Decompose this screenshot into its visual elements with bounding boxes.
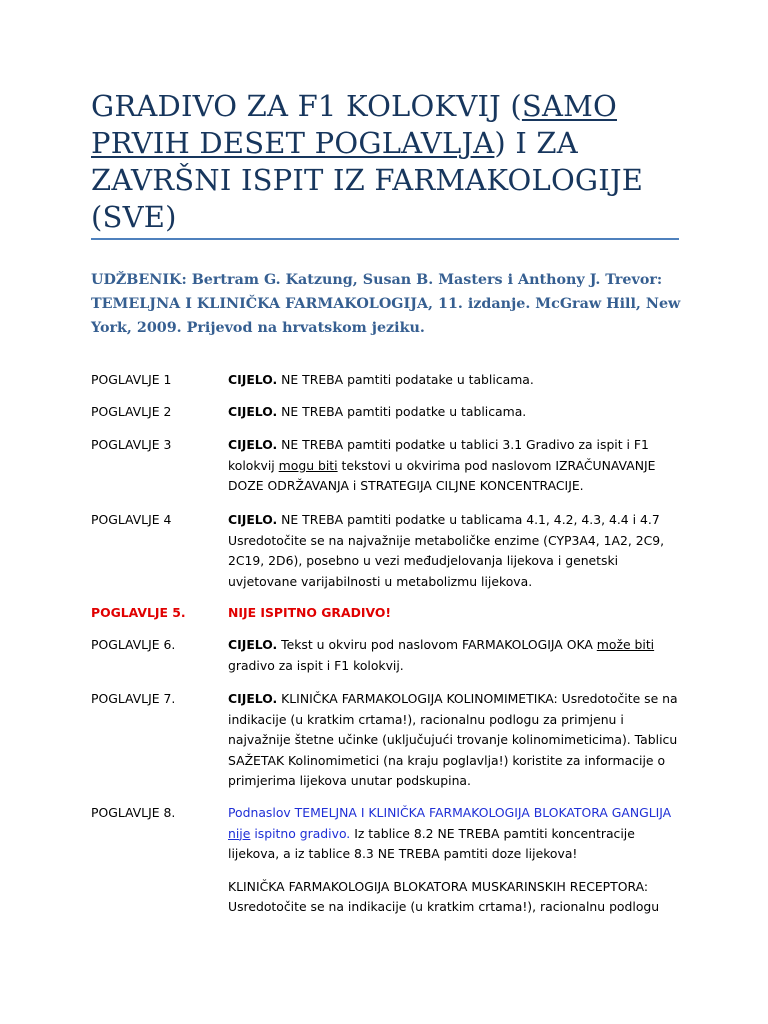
chapter-bold-text: CIJELO. — [228, 372, 278, 387]
chapter-blue-text: Podnaslov TEMELJNA I KLINIČKA FARMAKOLOGIJA BLOKATORA GANGLIJA — [228, 805, 672, 820]
chapter-blue-underlined-text: nije — [228, 825, 251, 841]
chapter-label: POGLAVLJE 7. — [91, 691, 176, 706]
title-underlined-part: SAMO PRVIH DESET POGLAVLJA — [91, 89, 617, 160]
chapter-label: POGLAVLJE 5. — [91, 605, 186, 620]
chapter-bold-text: CIJELO. — [228, 637, 278, 652]
title-part-3: ) I ZA ZAVRŠNI ISPIT IZ FARMAKOLOGIJE (SVE) — [91, 126, 644, 234]
chapter-text: KLINIČKA FARMAKOLOGIJA KOLINOMIMETIKA: Usredotočite se na indikacije (u kratkim crtama!), racionalnu podlogu za primjenu i najvažnije štetne učinke (uključujući trovanje kolinomimeticima). Tablicu SAŽETAK Kolinomimetici (na kraju poglavlja!) koristite za informacije o primjerima lijekova unutar podskupina. — [228, 691, 678, 789]
title-part-1: GRADIVO ZA F1 KOLOKVIJ ( — [91, 89, 522, 123]
title-divider — [91, 238, 679, 240]
chapter-bold-text: CIJELO. — [228, 437, 278, 452]
chapter-label: POGLAVLJE 8. — [91, 805, 176, 820]
chapter-blue-text: ispitno gradivo. — [250, 825, 351, 841]
chapter-body — [228, 635, 678, 676]
chapter-text: gradivo za ispit i F1 kolokvij. — [228, 657, 404, 673]
chapter-underlined-text: mogu biti — [278, 457, 338, 473]
chapter-label: POGLAVLJE 4 — [91, 512, 172, 527]
textbook-reference: UDŽBENIK: Bertram G. Katzung, Susan B. Masters i Anthony J. Trevor: TEMELJNA I KLINIČKA FARMAKOLOGIJA, 11. izdanje. McGraw Hill, New York, 2009. Prijevod na hrvatskom jeziku. — [91, 272, 681, 336]
chapter-text: NE TREBA pamtiti podatake u tablicama. — [277, 372, 534, 387]
chapter-label: POGLAVLJE 6. — [91, 637, 176, 652]
chapter-paragraph-2: KLINIČKA FARMAKOLOGIJA BLOKATORA MUSKARINSKIH RECEPTORA: Usredotočite se na indikacije (u kratkim crtama!), racionalnu podlogu — [228, 878, 660, 915]
chapter-text: NE TREBA pamtiti podatke u tablici 3.1 Gradivo za ispit i F1 kolokvij — [228, 437, 649, 473]
page-title — [91, 88, 681, 236]
chapter-text: Tekst u okviru pod naslovom FARMAKOLOGIJA OKA — [277, 637, 597, 652]
chapter-label: POGLAVLJE 1 — [91, 372, 172, 387]
chapter-underlined-text: može biti — [596, 637, 655, 652]
chapter-label: POGLAVLJE 3 — [91, 437, 172, 452]
chapter-body: NIJE ISPITNO GRADIVO! — [228, 605, 392, 620]
chapter-bold-text: CIJELO. — [228, 404, 278, 419]
chapter-bold-text: CIJELO. — [228, 512, 278, 527]
chapter-body — [228, 803, 678, 918]
chapter-body — [228, 435, 678, 497]
chapter-text: tekstovi u okvirima pod naslovom IZRAČUNAVANJE DOZE ODRŽAVANJA i STRATEGIJA CILJNE KONCENTRACIJE. — [228, 457, 656, 494]
chapter-bold-text: CIJELO. — [228, 691, 278, 706]
chapter-label: POGLAVLJE 2 — [91, 404, 172, 419]
chapter-text: NE TREBA pamtiti podatke u tablicama 4.1, 4.2, 4.3, 4.4 i 4.7 Usredotočite se na najvažnije metaboličke enzime (CYP3A4, 1A2, 2C9, 2C19, 2D6), posebno u vezi međudjelovanja lijekova i genetski uvjetovane varijabilnosti u metabolizmu lijekova. — [228, 512, 665, 589]
chapter-body — [228, 370, 678, 391]
chapter-text: NE TREBA pamtiti podatke u tablicama. — [277, 404, 527, 419]
chapter-body — [228, 402, 678, 423]
chapter-text: Iz tablice 8.2 NE TREBA pamtiti koncentracije lijekova, a iz tablice 8.3 NE TREBA pamtiti doze lijekova! — [228, 825, 635, 862]
chapter-body — [228, 510, 678, 592]
chapter-body — [228, 689, 678, 792]
